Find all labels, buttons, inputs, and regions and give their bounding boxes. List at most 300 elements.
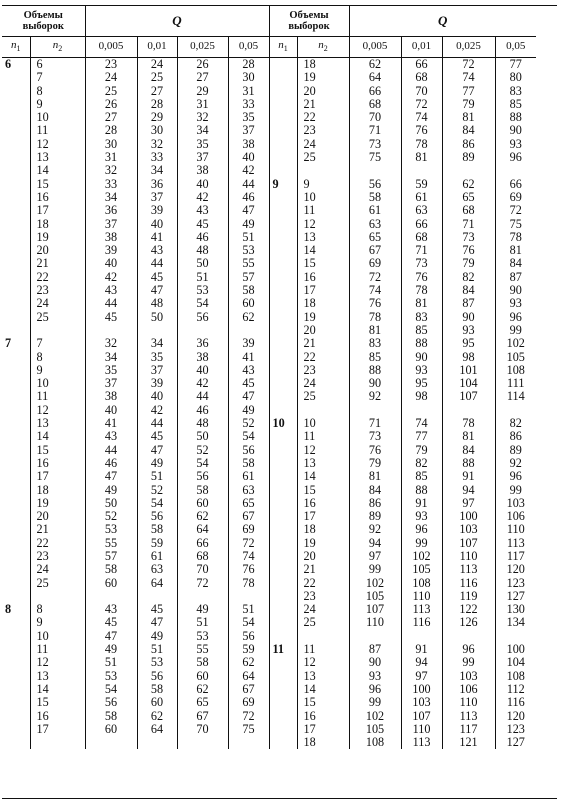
n2-cell: 13	[297, 670, 349, 683]
n1-cell	[269, 683, 297, 696]
table-row	[2, 696, 536, 709]
q-001-cell: 93	[401, 364, 442, 377]
q-0005-cell: 43	[85, 284, 137, 297]
q-001-cell: 113	[401, 736, 442, 749]
q-0025-cell: 49	[177, 603, 228, 616]
n2-cell: 19	[297, 311, 349, 324]
q-001-cell: 105	[401, 563, 442, 576]
q-005-cell: 84	[495, 257, 536, 270]
q-005-cell: 69	[228, 523, 269, 536]
n2-cell: 9	[297, 178, 349, 191]
n1-cell: 11	[269, 643, 297, 656]
q-001-cell: 73	[401, 257, 442, 270]
n1-subscript: 1	[16, 43, 21, 53]
q-005-cell: 85	[495, 98, 536, 111]
q-0005-cell: 87	[349, 643, 401, 656]
n2-cell: 23	[30, 284, 85, 297]
q-level-header: 0,01	[137, 37, 177, 58]
q-0025-cell: 98	[442, 351, 495, 364]
q-001-cell: 78	[401, 284, 442, 297]
n1-cell	[269, 311, 297, 324]
n2-cell: 14	[297, 244, 349, 257]
q-005-cell: 127	[495, 590, 536, 603]
table-row	[2, 231, 536, 244]
n2-cell: 14	[30, 683, 85, 696]
n1-cell	[269, 257, 297, 270]
q-005-cell	[495, 630, 536, 643]
q-0025-cell: 58	[177, 656, 228, 669]
q-0005-cell: 52	[85, 510, 137, 523]
n1-cell	[2, 696, 30, 709]
q-005-cell: 43	[228, 364, 269, 377]
q-005-cell: 102	[495, 337, 536, 350]
q-001-cell	[401, 404, 442, 417]
n2-cell: 8	[30, 85, 85, 98]
q-0025-cell: 70	[177, 723, 228, 736]
table-row	[2, 404, 536, 417]
table-row	[2, 736, 536, 749]
n2-cell: 22	[297, 111, 349, 124]
q-0005-cell: 44	[85, 444, 137, 457]
sample-sizes-header-right	[269, 6, 349, 37]
n2-cell	[297, 630, 349, 643]
n2-cell: 19	[30, 497, 85, 510]
n1-cell	[269, 736, 297, 749]
n2-cell: 14	[30, 430, 85, 443]
q-0005-cell: 105	[349, 590, 401, 603]
n1-cell	[269, 457, 297, 470]
n1-cell: 7	[5, 336, 12, 351]
n1-cell	[269, 710, 297, 723]
q-001-cell: 34	[137, 337, 177, 350]
n1-cell	[269, 138, 297, 151]
n1-cell	[2, 723, 30, 736]
q-0025-cell: 56	[177, 311, 228, 324]
q-0005-cell: 92	[349, 390, 401, 403]
q-0025-cell: 104	[442, 377, 495, 390]
n1-cell	[2, 736, 30, 749]
q-0025-cell: 126	[442, 616, 495, 629]
q-level-header: 0,025	[442, 37, 495, 58]
q-0005-cell: 55	[85, 537, 137, 550]
q-005-cell: 76	[228, 563, 269, 576]
q-005-cell: 120	[495, 563, 536, 576]
n1-cell	[2, 231, 30, 244]
n2-cell	[297, 404, 349, 417]
table-row	[2, 656, 536, 669]
table-row	[2, 324, 536, 337]
q-001-cell: 53	[137, 656, 177, 669]
q-0005-cell: 108	[349, 736, 401, 749]
q-0005-cell	[85, 324, 137, 337]
q-0025-cell: 81	[442, 111, 495, 124]
q-0025-cell: 103	[442, 670, 495, 683]
table-row	[2, 523, 536, 536]
q-0025-cell: 40	[177, 364, 228, 377]
q-005-cell: 59	[228, 643, 269, 656]
q-005-cell: 64	[228, 670, 269, 683]
q-001-cell: 81	[401, 151, 442, 164]
n1-cell	[269, 191, 297, 204]
q-0025-cell: 54	[177, 297, 228, 310]
n2-cell: 12	[30, 138, 85, 151]
n2-cell: 24	[30, 297, 85, 310]
n1-cell	[269, 404, 297, 417]
q-005-cell: 93	[495, 297, 536, 310]
q-005-cell: 30	[228, 71, 269, 84]
n2-cell: 18	[297, 736, 349, 749]
q-001-cell: 97	[401, 670, 442, 683]
q-005-cell: 113	[495, 537, 536, 550]
q-0005-cell: 60	[85, 577, 137, 590]
q-0005-cell: 47	[85, 630, 137, 643]
q-005-cell: 49	[228, 218, 269, 231]
q-001-cell: 74	[401, 111, 442, 124]
q-0025-cell	[177, 324, 228, 337]
q-001-cell: 63	[137, 563, 177, 576]
table-row	[2, 178, 536, 191]
q-0005-cell: 31	[85, 151, 137, 164]
table-row	[2, 497, 536, 510]
n1-cell	[269, 590, 297, 603]
q-005-cell: 90	[495, 124, 536, 137]
q-001-cell: 77	[401, 430, 442, 443]
n2-cell: 13	[30, 670, 85, 683]
q-0025-cell: 38	[177, 164, 228, 177]
q-005-cell: 39	[228, 337, 269, 350]
q-0005-cell: 107	[349, 603, 401, 616]
n1-cell	[2, 377, 30, 390]
q-0025-cell: 91	[442, 470, 495, 483]
q-0005-cell: 90	[349, 377, 401, 390]
n2-cell: 15	[297, 696, 349, 709]
q-0005-cell: 45	[85, 616, 137, 629]
q-0025-cell: 70	[177, 563, 228, 576]
q-001-cell: 43	[137, 244, 177, 257]
q-005-cell: 96	[495, 151, 536, 164]
q-005-cell: 67	[228, 683, 269, 696]
q-005-cell: 53	[228, 244, 269, 257]
q-0025-cell: 31	[177, 98, 228, 111]
q-005-cell: 116	[495, 696, 536, 709]
n1-cell	[2, 204, 30, 217]
n2-cell: 10	[30, 377, 85, 390]
q-001-cell: 66	[401, 58, 442, 72]
q-0005-cell: 88	[349, 364, 401, 377]
q-005-cell: 105	[495, 351, 536, 364]
q-0005-cell: 45	[85, 311, 137, 324]
q-0025-cell	[442, 164, 495, 177]
q-0025-cell: 56	[177, 470, 228, 483]
q-0025-cell: 53	[177, 630, 228, 643]
n2-cell: 6	[30, 58, 85, 72]
n1-cell: 10	[269, 417, 297, 430]
q-0025-cell: 48	[177, 244, 228, 257]
q-0025-cell: 60	[177, 670, 228, 683]
q-0005-cell: 92	[349, 523, 401, 536]
q-001-cell: 59	[137, 537, 177, 550]
q-0025-cell: 68	[177, 550, 228, 563]
n2-cell: 16	[297, 710, 349, 723]
q-0005-cell: 85	[349, 351, 401, 364]
n2-cell: 12	[297, 218, 349, 231]
q-001-cell: 102	[401, 550, 442, 563]
q-0005-cell: 53	[85, 670, 137, 683]
q-001-cell: 34	[137, 164, 177, 177]
q-0025-cell: 94	[442, 484, 495, 497]
q-005-cell: 100	[495, 643, 536, 656]
q-0025-cell	[177, 736, 228, 749]
n2-cell: 8	[30, 351, 85, 364]
q-0005-cell: 58	[85, 563, 137, 576]
table-row	[2, 577, 536, 590]
n1-cell	[269, 444, 297, 457]
sample-sizes-label-line1: Объемы	[289, 10, 329, 21]
q-005-cell: 69	[228, 696, 269, 709]
q-0025-cell: 54	[177, 457, 228, 470]
q-001-cell: 58	[137, 523, 177, 536]
q-0025-cell: 113	[442, 710, 495, 723]
q-005-cell: 112	[495, 683, 536, 696]
q-001-cell: 113	[401, 603, 442, 616]
n1-cell	[269, 364, 297, 377]
q-0005-cell: 102	[349, 710, 401, 723]
table-row	[2, 297, 536, 310]
n2-cell: 23	[297, 124, 349, 137]
q-001-cell: 37	[137, 191, 177, 204]
n1-header	[2, 37, 30, 58]
q-001-cell: 88	[401, 337, 442, 350]
q-005-cell: 99	[495, 324, 536, 337]
n2-cell: 17	[30, 470, 85, 483]
q-0025-cell	[442, 630, 495, 643]
q-0025-cell: 88	[442, 457, 495, 470]
n1-cell	[269, 390, 297, 403]
q-005-cell: 89	[495, 444, 536, 457]
n1-cell	[2, 470, 30, 483]
n2-cell: 25	[297, 616, 349, 629]
q-005-cell: 55	[228, 257, 269, 270]
q-0025-cell: 113	[442, 563, 495, 576]
q-0025-cell: 106	[442, 683, 495, 696]
q-0025-cell: 96	[442, 643, 495, 656]
q-005-cell: 108	[495, 364, 536, 377]
q-0025-cell: 36	[177, 337, 228, 350]
q-001-cell: 45	[137, 603, 177, 616]
q-0025-cell: 68	[442, 204, 495, 217]
q-0005-cell: 37	[85, 218, 137, 231]
n1-header	[269, 37, 297, 58]
q-0005-cell: 97	[349, 550, 401, 563]
q-005-cell: 114	[495, 390, 536, 403]
n1-cell	[269, 284, 297, 297]
n2-cell: 17	[30, 204, 85, 217]
q-001-cell	[401, 164, 442, 177]
table-row	[2, 510, 536, 523]
q-0005-cell: 89	[349, 510, 401, 523]
n2-cell: 14	[30, 164, 85, 177]
q-005-cell: 54	[228, 616, 269, 629]
n1-cell	[2, 85, 30, 98]
q-001-cell: 81	[401, 297, 442, 310]
table-row	[2, 218, 536, 231]
q-0025-cell: 84	[442, 284, 495, 297]
table-row	[2, 537, 536, 550]
q-005-cell: 57	[228, 271, 269, 284]
n2-cell: 15	[297, 484, 349, 497]
q-0005-cell: 76	[349, 444, 401, 457]
n2-cell: 10	[297, 191, 349, 204]
q-label: Q	[172, 13, 182, 29]
bottom-rule	[2, 798, 557, 799]
n2-subscript: 2	[58, 43, 63, 53]
n1-cell	[269, 696, 297, 709]
q-0025-cell: 103	[442, 523, 495, 536]
sample-sizes-header-left	[2, 6, 85, 37]
table-row	[2, 670, 536, 683]
q-005-cell: 108	[495, 670, 536, 683]
q-001-cell: 44	[137, 257, 177, 270]
n1-cell	[2, 523, 30, 536]
q-0005-cell: 37	[85, 377, 137, 390]
q-001-cell: 47	[137, 284, 177, 297]
q-0025-cell: 51	[177, 616, 228, 629]
q-005-cell: 96	[495, 311, 536, 324]
q-0025-cell: 87	[442, 297, 495, 310]
n2-cell: 18	[30, 218, 85, 231]
q-005-cell: 87	[495, 271, 536, 284]
q-0005-cell	[349, 164, 401, 177]
q-0005-cell: 65	[349, 231, 401, 244]
q-0005-cell: 86	[349, 497, 401, 510]
n2-cell: 22	[297, 351, 349, 364]
q-001-cell: 94	[401, 656, 442, 669]
n2-cell: 21	[30, 257, 85, 270]
q-005-cell: 99	[495, 484, 536, 497]
q-0025-cell: 110	[442, 696, 495, 709]
q-0025-cell: 107	[442, 390, 495, 403]
n2-cell: 11	[297, 204, 349, 217]
q-001-cell: 76	[401, 124, 442, 137]
n2-cell: 25	[297, 390, 349, 403]
q-0025-cell: 50	[177, 430, 228, 443]
n2-cell: 18	[297, 523, 349, 536]
header-row-columns	[2, 37, 536, 58]
q-005-cell: 56	[228, 444, 269, 457]
q-0005-cell: 23	[85, 58, 137, 72]
n2-cell: 8	[30, 603, 85, 616]
q-001-cell	[137, 590, 177, 603]
n2-cell: 11	[297, 643, 349, 656]
table-row	[2, 71, 536, 84]
q-001-cell: 60	[137, 696, 177, 709]
n1-cell	[2, 550, 30, 563]
table-body	[2, 58, 536, 750]
q-0025-cell: 37	[177, 151, 228, 164]
q-001-cell: 93	[401, 510, 442, 523]
q-001-cell: 74	[401, 417, 442, 430]
q-005-cell: 49	[228, 404, 269, 417]
q-0005-cell: 93	[349, 670, 401, 683]
q-0005-cell: 83	[349, 337, 401, 350]
n2-cell: 21	[297, 337, 349, 350]
q-0005-cell: 74	[349, 284, 401, 297]
q-005-cell: 130	[495, 603, 536, 616]
q-005-cell: 104	[495, 656, 536, 669]
q-001-cell: 29	[137, 111, 177, 124]
q-001-cell: 68	[401, 71, 442, 84]
q-005-cell: 58	[228, 284, 269, 297]
q-005-cell: 44	[228, 178, 269, 191]
table-row	[2, 470, 536, 483]
q-005-cell: 52	[228, 417, 269, 430]
q-005-cell: 81	[495, 244, 536, 257]
q-005-cell: 127	[495, 736, 536, 749]
q-0005-cell: 34	[85, 351, 137, 364]
q-001-cell	[137, 736, 177, 749]
q-0025-cell: 107	[442, 537, 495, 550]
q-001-cell: 70	[401, 85, 442, 98]
q-001-cell: 96	[401, 523, 442, 536]
q-001-cell: 27	[137, 85, 177, 98]
q-0005-cell: 43	[85, 430, 137, 443]
q-0025-cell: 45	[177, 218, 228, 231]
n2-cell: 11	[297, 430, 349, 443]
n1-cell	[269, 470, 297, 483]
q-level-header: 0,05	[228, 37, 269, 58]
n1-cell	[269, 98, 297, 111]
q-0025-cell: 100	[442, 510, 495, 523]
n2-cell	[30, 736, 85, 749]
q-0025-cell: 74	[442, 71, 495, 84]
table-row	[2, 430, 536, 443]
n2-cell: 24	[297, 377, 349, 390]
q-001-cell	[137, 324, 177, 337]
table-row	[2, 457, 536, 470]
q-001-cell: 116	[401, 616, 442, 629]
q-001-cell: 78	[401, 138, 442, 151]
q-0005-cell: 63	[349, 218, 401, 231]
q-005-cell: 33	[228, 98, 269, 111]
q-001-cell: 52	[137, 484, 177, 497]
q-005-cell: 72	[228, 537, 269, 550]
q-001-cell: 95	[401, 377, 442, 390]
q-001-cell: 108	[401, 577, 442, 590]
q-001-cell: 59	[401, 178, 442, 191]
n1-cell	[269, 58, 297, 72]
q-001-cell: 37	[137, 364, 177, 377]
q-001-cell: 33	[137, 151, 177, 164]
n1-cell	[2, 630, 30, 643]
n1-cell	[269, 656, 297, 669]
q-001-cell: 90	[401, 351, 442, 364]
n2-cell: 9	[30, 616, 85, 629]
n2-cell: 16	[30, 457, 85, 470]
n1-cell	[2, 643, 30, 656]
q-0005-cell: 42	[85, 271, 137, 284]
q-0005-cell: 96	[349, 683, 401, 696]
n1-cell	[269, 244, 297, 257]
q-001-cell: 83	[401, 311, 442, 324]
q-005-cell: 110	[495, 523, 536, 536]
q-005-cell: 31	[228, 85, 269, 98]
sample-sizes-label-line1: Объемы	[23, 10, 63, 21]
q-0005-cell: 30	[85, 138, 137, 151]
q-0005-cell: 43	[85, 603, 137, 616]
q-005-cell: 123	[495, 577, 536, 590]
q-0005-cell: 58	[349, 191, 401, 204]
q-0025-cell: 26	[177, 58, 228, 72]
